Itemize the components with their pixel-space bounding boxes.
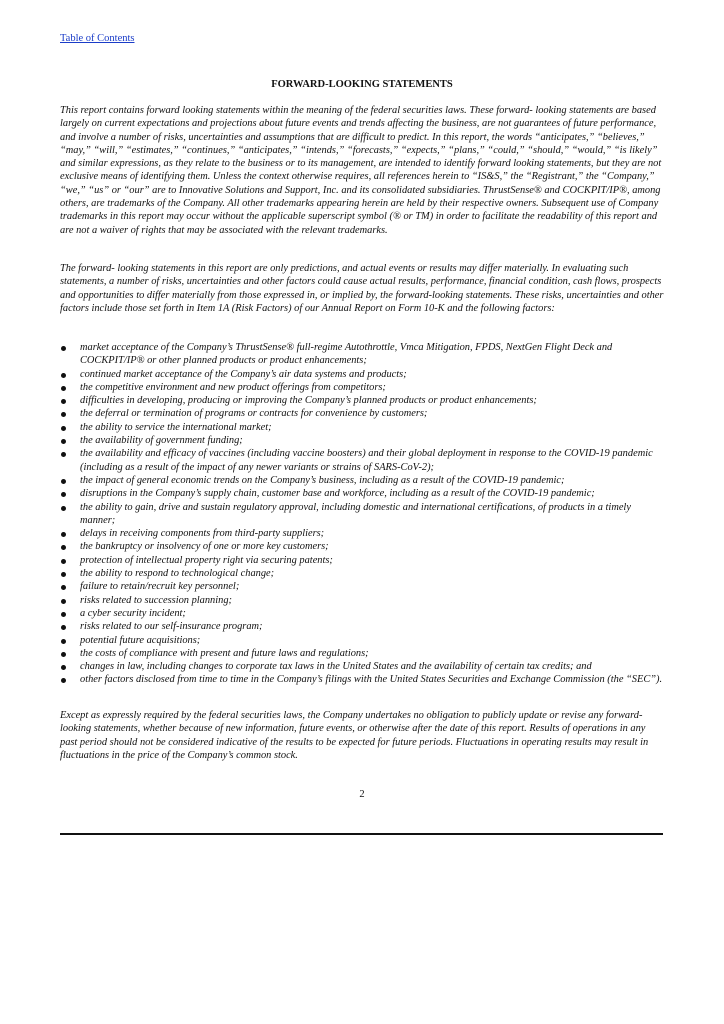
bullet-icon xyxy=(61,612,66,617)
list-item xyxy=(60,527,664,540)
list-item xyxy=(60,487,664,500)
list-item xyxy=(60,421,664,434)
list-item xyxy=(60,368,664,381)
list-item-text: risks related to our self-insurance program; xyxy=(80,621,263,633)
list-item xyxy=(60,474,664,487)
list-item-text: continued market acceptance of the Company’s air data systems and products; xyxy=(80,368,407,380)
section-title: FORWARD-LOOKING STATEMENTS xyxy=(271,79,453,90)
bullet-icon xyxy=(61,545,66,550)
list-item xyxy=(60,501,664,528)
list-item-text: the deferral or termination of programs or contracts for convenience by customers; xyxy=(80,408,428,420)
page-number: 2 xyxy=(359,789,365,800)
list-item xyxy=(60,447,664,474)
bullet-icon xyxy=(61,652,66,657)
list-item xyxy=(60,594,664,607)
list-item-text: the impact of general economic trends on the Company’s business, including as a result of the COVID-19 pandemic; xyxy=(80,474,565,486)
bullet-icon xyxy=(61,492,66,497)
bullet-icon xyxy=(61,665,66,670)
list-item-text: risks related to succession planning; xyxy=(80,594,232,606)
list-item-text: the costs of compliance with present and future laws and regulations; xyxy=(80,647,369,659)
list-item-text: the availability and efficacy of vaccines (including vaccine boosters) and their global deployment in response to the COVID-19 pandemic (including as a result of the impact of any newer variants or strains of SARS-CoV-2); xyxy=(80,448,653,473)
bullet-icon xyxy=(61,426,66,431)
bullet-icon xyxy=(61,346,66,351)
list-item-text: difficulties in developing, producing or improving the Company’s planned products or product enhancements; xyxy=(80,395,537,407)
risk-factors-list xyxy=(60,341,664,687)
list-item-text: the ability to gain, drive and sustain regulatory approval, including domestic and international certifications, of products in a timely manner; xyxy=(80,501,631,526)
table-of-contents-link[interactable]: Table of Contents xyxy=(60,33,135,44)
factors-intro-paragraph: The forward- looking statements in this report are only predictions, and actual events or results may differ materially. In evaluating such statements, a number of risks, uncertainties and other factors could cause actual results, performance, financial condition, cash flows, prospects and opportunities to differ materially from those expressed in, or implied by, the forward-looking statements. These risks, uncertainties and other factors include those set forth in Item 1A (Risk Factors) of our Annual Report on Form 10-K and the following factors: xyxy=(60,263,664,314)
list-item-text: the competitive environment and new product offerings from competitors; xyxy=(80,381,386,393)
bullet-icon xyxy=(61,572,66,577)
list-item xyxy=(60,567,664,580)
list-item xyxy=(60,660,664,673)
list-item xyxy=(60,341,664,368)
list-item-text: the ability to service the international market; xyxy=(80,421,272,433)
list-item xyxy=(60,634,664,647)
list-item-text: delays in receiving components from third-party suppliers; xyxy=(80,528,325,540)
bullet-icon xyxy=(61,625,66,630)
list-item xyxy=(60,673,664,686)
bullet-icon xyxy=(61,439,66,444)
intro-paragraph: This report contains forward looking statements within the meaning of the federal securities laws. These forward- looking statements are based largely on current expectations and projections about future events and trends affecting the business, are not guarantees of future performance, and involve a number of risks, uncertainties and assumptions that are difficult to predict. In this report, the words “anticipates,” “believes,” “may,” “will,” “estimates,” “continues,” “anticipates,” “intends,” “forecasts,” “expects,” “plans,” “could,” “should,” “would,” “is likely” and similar expressions, as they relate to the business or to its management, are intended to identify forward looking statements, but they are not exclusive means of identifying them. Unless the context otherwise requires, all references herein to “IS&S,” the “Registrant,” the “Company,” “we,” “us” or “our” are to Innovative Solutions and Support, Inc. and its consolidated subsidiaries. ThrustSense® and COCKPIT/IP®, among others, are trademarks of the Company. All other trademarks appearing herein are held by their respective owners. Subsequent use of Company trademarks in this report may occur without the applicable superscript symbol (® or TM) in order to facilitate the readability of this report and are not a waiver of rights that may be associated with the relevant trademarks. xyxy=(60,105,662,236)
bullet-icon xyxy=(61,599,66,604)
bullet-icon xyxy=(61,585,66,590)
bullet-icon xyxy=(61,399,66,404)
bullet-icon xyxy=(61,452,66,457)
list-item-text: failure to retain/recruit key personnel; xyxy=(80,581,240,593)
list-item-text: market acceptance of the Company’s ThrustSense® full-regime Autothrottle, Vmca Mitigation, FPDS, NextGen Flight Deck and COCKPIT/IP® or other planned products or product enhancements; xyxy=(80,342,613,367)
list-item xyxy=(60,407,664,420)
list-item xyxy=(60,607,664,620)
list-item xyxy=(60,381,664,394)
list-item-text: changes in law, including changes to corporate tax laws in the United States and the availability of certain tax credits; and xyxy=(80,661,592,673)
list-item-text: potential future acquisitions; xyxy=(80,634,201,646)
bullet-icon xyxy=(61,412,66,417)
closing-paragraph: Except as expressly required by the federal securities laws, the Company undertakes no obligation to publicly update or revise any forward-looking statements, whether because of new information, future events, or otherwise after the date of this report. Results of operations in any past period should not be considered indicative of the results to be expected for future periods. Fluctuations in operating results may result in fluctuations in the price of the Company’s common stock. xyxy=(60,710,649,761)
list-item xyxy=(60,540,664,553)
list-item xyxy=(60,554,664,567)
bullet-icon xyxy=(61,678,66,683)
list-item-text: the availability of government funding; xyxy=(80,435,243,447)
list-item-text: disruptions in the Company’s supply chain, customer base and workforce, including as a result of the COVID-19 pandemic; xyxy=(80,488,595,500)
bullet-icon xyxy=(61,639,66,644)
list-item xyxy=(60,434,664,447)
list-item xyxy=(60,580,664,593)
bullet-icon xyxy=(61,479,66,484)
list-item-text: the ability to respond to technological change; xyxy=(80,568,275,580)
list-item xyxy=(60,647,664,660)
list-item-text: the bankruptcy or insolvency of one or more key customers; xyxy=(80,541,329,553)
list-item-text: a cyber security incident; xyxy=(80,607,186,619)
list-item xyxy=(60,394,664,407)
bullet-icon xyxy=(61,373,66,378)
list-item-text: other factors disclosed from time to time in the Company’s filings with the United States Securities and Exchange Commission (the “SEC”). xyxy=(80,674,663,686)
bullet-icon xyxy=(61,506,66,511)
bullet-icon xyxy=(61,559,66,564)
bullet-icon xyxy=(61,532,66,537)
page-divider xyxy=(60,833,663,835)
list-item-text: protection of intellectual property right via securing patents; xyxy=(80,554,333,566)
list-item xyxy=(60,620,664,633)
bullet-icon xyxy=(61,386,66,391)
